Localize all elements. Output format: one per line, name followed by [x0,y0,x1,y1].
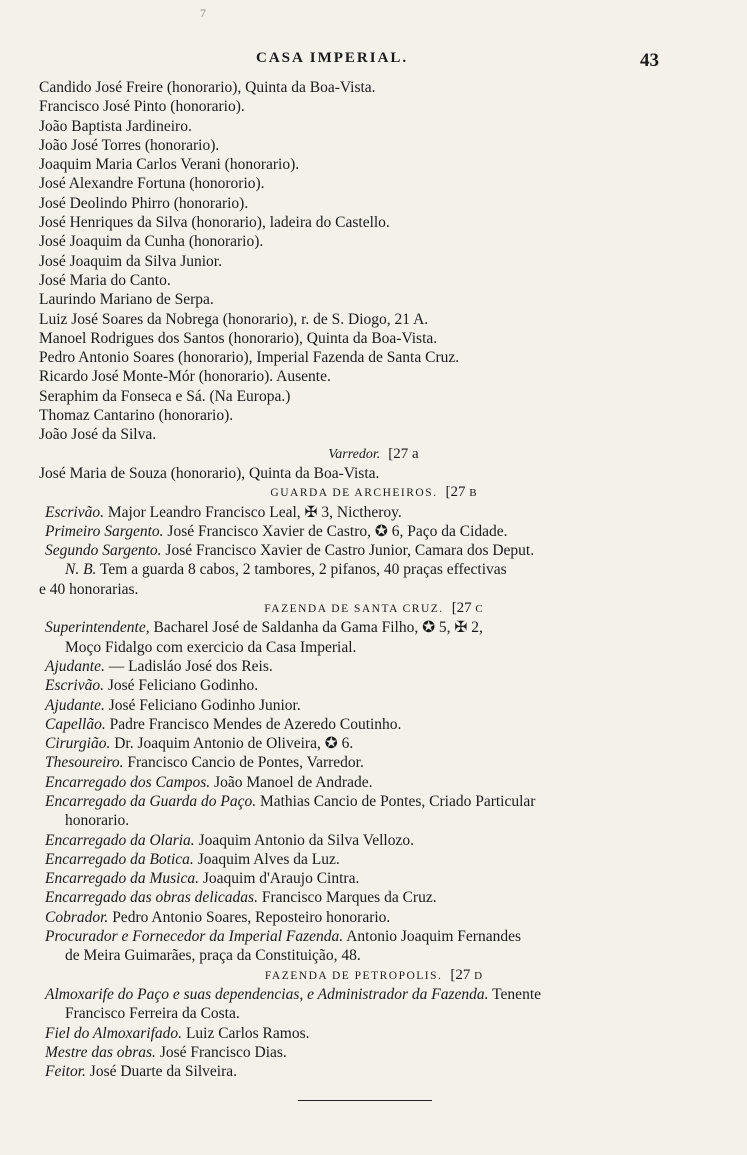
entry-continuation: de Meira Guimarães, praça da Constituição, 48. [65,947,361,965]
note-continuation: e 40 honorarias. [39,580,139,598]
list-item [0,773,747,792]
role-label: Procurador e Fornecedor da Imperial Fazenda. [45,928,344,946]
list-item: Seraphim da Fonseca e Sá. (Na Europa.) [39,387,291,405]
section-tag: [27 a [388,445,419,462]
entry-text: Antonio Joaquim Fernandes [346,928,522,946]
list-item [0,696,747,715]
section-heading-label: FAZENDA DE PETROPOLIS. [264,969,443,982]
list-item: José Deolindo Phirro (honorario). [39,194,249,212]
entry-text: Major Leandro Francisco Leal, ✠ 3, Nictheroy. [107,503,402,521]
entry-continuation: Francisco Ferreira da Costa. [65,1005,240,1023]
list-item: Candido José Freire (honorario), Quinta da Boa-Vista. [39,79,376,96]
role-label: Encarregado da Musica. [45,870,199,888]
list-item: José Maria de Souza (honorario), Quinta da Boa-Vista. [39,464,380,482]
list-item [0,541,747,560]
list-item: João José da Silva. [39,426,157,444]
page-title: CASA IMPERIAL. [256,50,409,66]
list-item [0,985,747,1004]
section-heading-label: FAZENDA DE SANTA CRUZ. [264,603,444,616]
section-heading-varredor [0,445,747,464]
role-label: Cirurgião. [45,735,111,753]
role-label: Fiel do Almoxarifado. [45,1024,183,1042]
list-item [0,522,747,541]
list-item [0,908,747,927]
entry-text: Luiz Carlos Ramos. [185,1024,310,1042]
list-item: Laurindo Mariano de Serpa. [39,291,214,309]
list-item [0,1043,747,1062]
list-item: João Baptista Jardineiro. [39,117,192,135]
list-item: Joaquim Maria Carlos Verani (honorario). [39,156,300,174]
list-item [0,888,747,907]
entry-text: José Feliciano Godinho. [107,677,259,695]
section-heading-label: Varredor. [328,446,381,462]
entry-text: Bacharel José de Saldanha da Gama Filho, ✪ 5, ✠ 2, [153,619,483,637]
entry-text: Joaquim Alves da Luz. [197,850,340,868]
entry-text: José Francisco Xavier de Castro Junior, Camara dos Deput. [165,542,535,560]
entry-text: Joaquim d'Araujo Cintra. [202,870,360,888]
list-item [0,831,747,850]
section-heading-petropolis [0,966,747,985]
list-item: Manoel Rodrigues dos Santos (honorario), Quinta da Boa-Vista. [39,329,438,347]
role-label: Encarregado das obras delicadas. [45,889,258,907]
note [0,560,747,579]
list-item [0,1024,747,1043]
list-item: João José Torres (honorario). [39,136,220,154]
role-label: Segundo Sargento. [45,542,162,560]
list-item [0,869,747,888]
entry-text: — Ladisláo José dos Reis. [108,657,273,675]
list-item: Pedro Antonio Soares (honorario), Imperial Fazenda de Santa Cruz. [39,349,460,367]
role-label: Mestre das obras. [45,1043,156,1061]
list-item [0,715,747,734]
list-item [0,734,747,753]
list-item: Thomaz Cantarino (honorario). [39,407,234,425]
entry-text: Pedro Antonio Soares, Reposteiro honorario. [112,908,391,926]
running-header [0,50,747,74]
list-item: José Joaquim da Silva Junior. [39,252,222,270]
entry-text: José Francisco Dias. [159,1043,287,1061]
entry-text: Padre Francisco Mendes de Azeredo Coutinho. [109,715,402,733]
entry-text: Joaquim Antonio da Silva Vellozo. [198,831,414,849]
role-label: Encarregado da Olaria. [45,831,195,849]
role-label: Encarregado da Botica. [45,850,194,868]
note-label: N. B. [65,561,97,579]
list-item [0,753,747,772]
list-item: José Henriques da Silva (honorario), ladeira do Castello. [39,214,390,232]
list-item [0,792,747,811]
list-item: Ricardo José Monte-Mór (honorario). Ausente. [39,368,331,386]
entry-text: José Francisco Xavier de Castro, ✪ 6, Paço da Cidade. [167,522,508,540]
role-label: Superintendente, [45,619,150,637]
page-number: 43 [640,50,659,71]
entry-continuation: Moço Fidalgo com exercicio da Casa Imperial. [65,638,357,656]
role-label: Capellão. [45,715,106,733]
entry-text: Tenente [492,985,542,1003]
list-item: Francisco José Pinto (honorario). [39,98,245,116]
role-label: Escrivão. [45,677,104,695]
role-label: Cobrador. [45,908,109,926]
list-item [0,503,747,522]
entry-text: José Feliciano Godinho Junior. [108,696,301,714]
list-item [0,1062,747,1081]
section-tag: [27 c [451,600,483,617]
entry-text: Francisco Cancio de Pontes, Varredor. [127,754,364,772]
role-label: Encarregado dos Campos. [45,773,211,791]
note-text: Tem a guarda 8 cabos, 2 tambores, 2 pifanos, 40 praças effectivas [100,561,507,579]
role-label: Escrivão. [45,503,104,521]
role-label: Feitor. [45,1063,86,1081]
list-item: José Alexandre Fortuna (honororio). [39,175,265,193]
list-item: José Joaquim da Cunha (honorario). [39,233,264,251]
section-tag: [27 b [445,484,477,501]
role-label: Thesoureiro. [45,754,124,772]
list-item: José Maria do Canto. [39,271,171,289]
entry-text: Dr. Joaquim Antonio de Oliveira, ✪ 6. [114,735,354,753]
list-item: Luiz José Soares da Nobrega (honorario), r. de S. Diogo, 21 A. [39,310,429,328]
list-item [0,657,747,676]
section-heading-label: GUARDA DE ARCHEIROS. [270,487,438,500]
section-heading-santa-cruz [0,599,747,618]
role-label: Ajudante. [45,696,105,714]
list-item [0,676,747,695]
role-label: Almoxarife do Paço e suas dependencias, e Administrador da Fazenda. [45,985,489,1003]
role-label: Encarregado da Guarda do Paço. [45,792,257,810]
entry-continuation: honorario. [65,812,130,830]
entry-text: João Manoel de Andrade. [214,773,373,791]
end-rule [298,1100,432,1101]
entry-text: Francisco Marques da Cruz. [261,889,437,907]
list-item [0,850,747,869]
section-tag: [27 d [450,966,483,983]
list-item [0,618,747,637]
section-heading-archeiros [0,483,747,502]
role-label: Primeiro Sargento. [45,522,164,540]
margin-mark: 7 [200,6,206,20]
role-label: Ajudante. [45,657,105,675]
text-body [0,78,747,1081]
list-item [0,927,747,946]
entry-text: Mathias Cancio de Pontes, Criado Particular [259,792,536,810]
entry-text: José Duarte da Silveira. [89,1063,237,1081]
